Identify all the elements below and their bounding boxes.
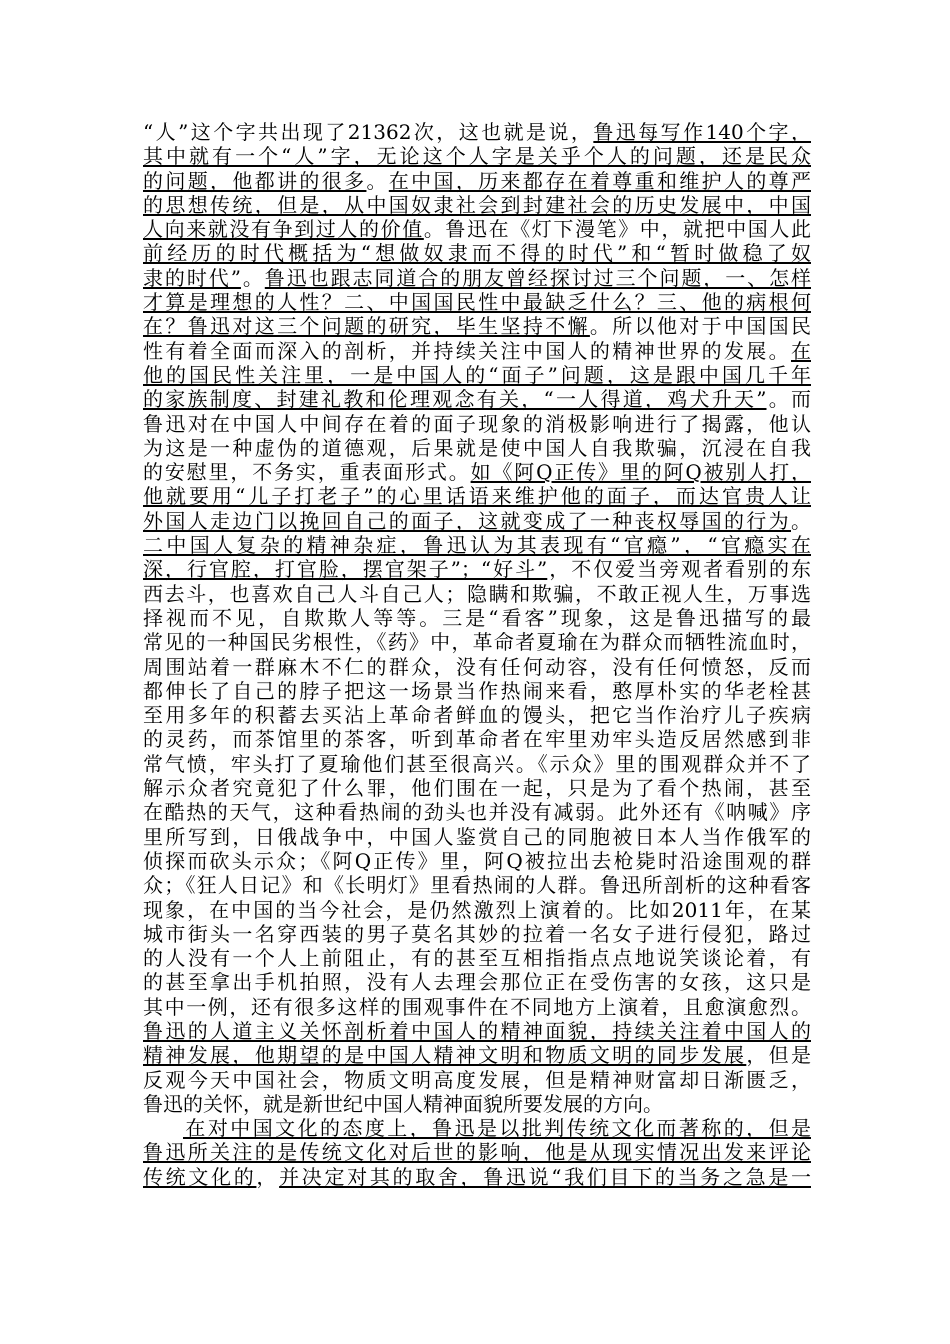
text-line [143,169,811,193]
underlined-text: 鲁迅所关注的是传统文化对后世的影响，他是从现实情况出发来评论 [143,1140,811,1165]
text-line [143,1019,811,1043]
underlined-text: 在中国，历来都存在着尊重和维护人的尊严 [388,168,811,193]
plain-text: ，但是 [746,1043,811,1068]
text-line [143,873,811,897]
underlined-text: 的思想传统，但是，从中国奴隶社会到封建社会的历史发展中，中国 [143,192,811,217]
text-line [143,557,811,581]
plain-text: 其中一例，还有很多这样的围观事件在不同地方上演着，且愈演愈烈。 [143,994,811,1019]
text-line [143,630,811,654]
plain-text: 众；《狂人日记》和《长明灯》里看热闹的人群。鲁迅所剖析的这种看客 [143,873,811,898]
plain-text: 。 [240,265,265,290]
underlined-text: 他的国民性关注里，一是中国人的“面子”问题，这是跟中国几千年 [143,362,811,387]
underlined-text: 其中就有一个“人”字，无论这个人字是关乎个人的问题，还是民众 [143,144,811,169]
text-line [143,970,811,994]
underlined-text: 传统文化的 [143,1164,257,1189]
underlined-text: 外国人走边门以挽回自己的面子，这就变成了一种丧权辱国的行为 [143,508,791,533]
text-line [143,825,811,849]
underlined-text: 精神发展，他期望的是中国人精神文明和物质文明的同步发展 [143,1043,747,1068]
plain-text: 性有着全面而深入的剖析，并持续关注中国人的精神世界的发展。 [143,338,791,363]
text-line [143,776,811,800]
text-line [143,339,811,363]
underlined-text: 深，行官腔，打官脸，摆官架子”；“好斗” [143,557,548,582]
plain-text: 周围站着一群麻木不仁的群众，没有任何动容，没有任何愤怒，反而 [143,654,811,679]
plain-text: 侦探而砍头示众；《阿Q正传》里，阿Q被拉出去枪毙时沿途围观的群 [143,848,811,873]
plain-text: 解示众者究竟犯了什么罪，他们围在一起，只是为了看个热闹，甚至 [143,776,811,801]
underlined-text: 前经历的时代概括为“想做奴隶而不得的时代”和“暂时做稳了奴 [143,241,811,266]
plain-text: 反观今天中国社会，物质文明高度发展，但是精神财富却日渐匮乏， [143,1067,811,1092]
plain-text: 鲁迅的关怀，就是新世纪中国人精神面貌所要发展的方向。 [143,1091,663,1116]
text-line [143,655,811,679]
plain-text: 。而 [766,387,811,412]
underlined-text: 在？鲁迅对这三个问题的研究，毕生坚持不懈 [143,314,590,339]
plain-text: 为这是一种虚伪的道德观，后果就是使中国人自我欺骗，沉浸在自我 [143,435,811,460]
text-line [143,1165,811,1189]
underlined-text: 的家族制度、封建礼教和伦理观念有关，“一人得道，鸡犬升天” [143,387,767,412]
text-line [143,849,811,873]
underlined-text: 在对中国文化的态度上，鲁迅是以批判传统文化而著称的，但是 [183,1116,811,1141]
text-line [143,703,811,727]
text-line [143,144,811,168]
text-line [143,533,811,557]
underlined-text: 隶的时代” [143,265,241,290]
text-line [143,120,811,144]
underlined-text: 如《阿Q正传》里的阿Q被别人打， [470,460,811,485]
text-line [143,193,811,217]
text-line [143,241,811,265]
plain-text: 。 [366,168,389,193]
underlined-text: 人向来就没有争到过人的价值 [143,217,424,242]
text-line [143,460,811,484]
underlined-text: 鲁迅每写作140个字， [593,120,811,144]
text-line [143,606,811,630]
plain-text: 至用多年的积蓄去买沾上革命者鲜血的馒头，把它当作治疗儿子疾病 [143,703,811,728]
plain-text: 的灵药，而茶馆里的茶客，听到革命者在牢里劝牢头造反居然感到非 [143,727,811,752]
text-line [143,290,811,314]
text-line [143,436,811,460]
text-line [143,898,811,922]
text-line [143,995,811,1019]
body-text [143,120,811,1189]
text-line [143,412,811,436]
text-line [143,752,811,776]
plain-text: 择视而不见，自欺欺人等等。三是“看客”现象，这是鲁迅描写的最 [143,605,811,630]
text-line [143,679,811,703]
underlined-text: 并决定对其的取舍，鲁迅说“我们目下的当务之急是一 [279,1164,811,1189]
text-line [143,1140,811,1164]
plain-text: 的甚至拿出手机拍照，没有人去理会那位正在受伤害的女孩，这只是 [143,970,811,995]
underlined-text: 在 [791,338,811,363]
text-line [143,1043,811,1067]
text-line [143,946,811,970]
plain-text: 里所写到，日俄战争中，中国人鉴赏自己的同胞被日本人当作俄军的 [143,824,811,849]
plain-text: 。 [791,508,811,533]
text-line [143,314,811,338]
text-line [143,217,811,241]
underlined-text: 鲁迅的人道主义关怀剖析着中国人的精神面貌，持续关注着中国人的 [143,1018,811,1043]
text-line [143,1068,811,1092]
text-line [143,727,811,751]
plain-text: 的人没有一个人上前阻止，有的甚至互相指指点点地说笑谈论着，有 [143,946,811,971]
plain-text: 都伸长了自己的脖子把这一场景当作热闹来看，憨厚朴实的华老栓甚 [143,678,811,703]
plain-text: ，不仅爱当旁观者看别的东 [547,557,811,582]
text-line [143,387,811,411]
underlined-text: 鲁迅也跟志同道合的朋友曾经探讨过三个问题，一、怎样 [264,265,811,290]
text-line [143,363,811,387]
plain-text: 的安慰里，不务实，重表面形式。 [143,460,471,485]
plain-text: 城市街头一名穿西装的男子莫名其妙的拉着一名女子进行侵犯，路过 [143,921,811,946]
plain-text: 在酷热的天气，这种看热闹的劲头也并没有减弱。此外还有《呐喊》序 [143,800,811,825]
plain-text: 常见的一种国民劣根性，《药》中，革命者夏瑜在为群众而牺牲流血时， [143,630,811,655]
plain-text: 常气愤，牢头打了夏瑜他们甚至很高兴。《示众》里的围观群众并不了 [143,751,811,776]
text-line [143,582,811,606]
plain-text: ， [256,1164,280,1189]
underlined-text: 二中国人复杂的精神杂症，鲁迅认为其表现有“官瘾”，“官瘾实在 [143,533,811,558]
plain-text: 现象，在中国的当今社会，是仍然激烈上演着的。比如2011年，在某 [143,897,811,922]
plain-text: 鲁迅对在中国人中间存在着的面子现象的消极影响进行了揭露，他认 [143,411,811,436]
plain-text: 西去斗，也喜欢自己人斗自己人；隐瞒和欺骗，不敢正视人生，万事选 [143,581,811,606]
text-line [143,509,811,533]
text-line [143,1092,811,1116]
plain-text: 。所以他对于中国国民 [589,314,811,339]
text-line [143,484,811,508]
underlined-text: 才算是理想的人性？二、中国国民性中最缺乏什么？三、他的病根何 [143,290,811,315]
text-line [143,1116,811,1140]
text-line [143,266,811,290]
plain-text: 。鲁迅在《灯下漫笔》中，就把中国人此 [423,217,811,242]
underlined-text: 的问题，他都讲的很多 [143,168,367,193]
text-line [143,800,811,824]
underlined-text: 他就要用“儿子打老子”的心里话语来维护他的面子，而达官贵人让 [143,484,811,509]
plain-text: “人”这个字共出现了21362次，这也就是说， [143,120,594,144]
text-line [143,922,811,946]
